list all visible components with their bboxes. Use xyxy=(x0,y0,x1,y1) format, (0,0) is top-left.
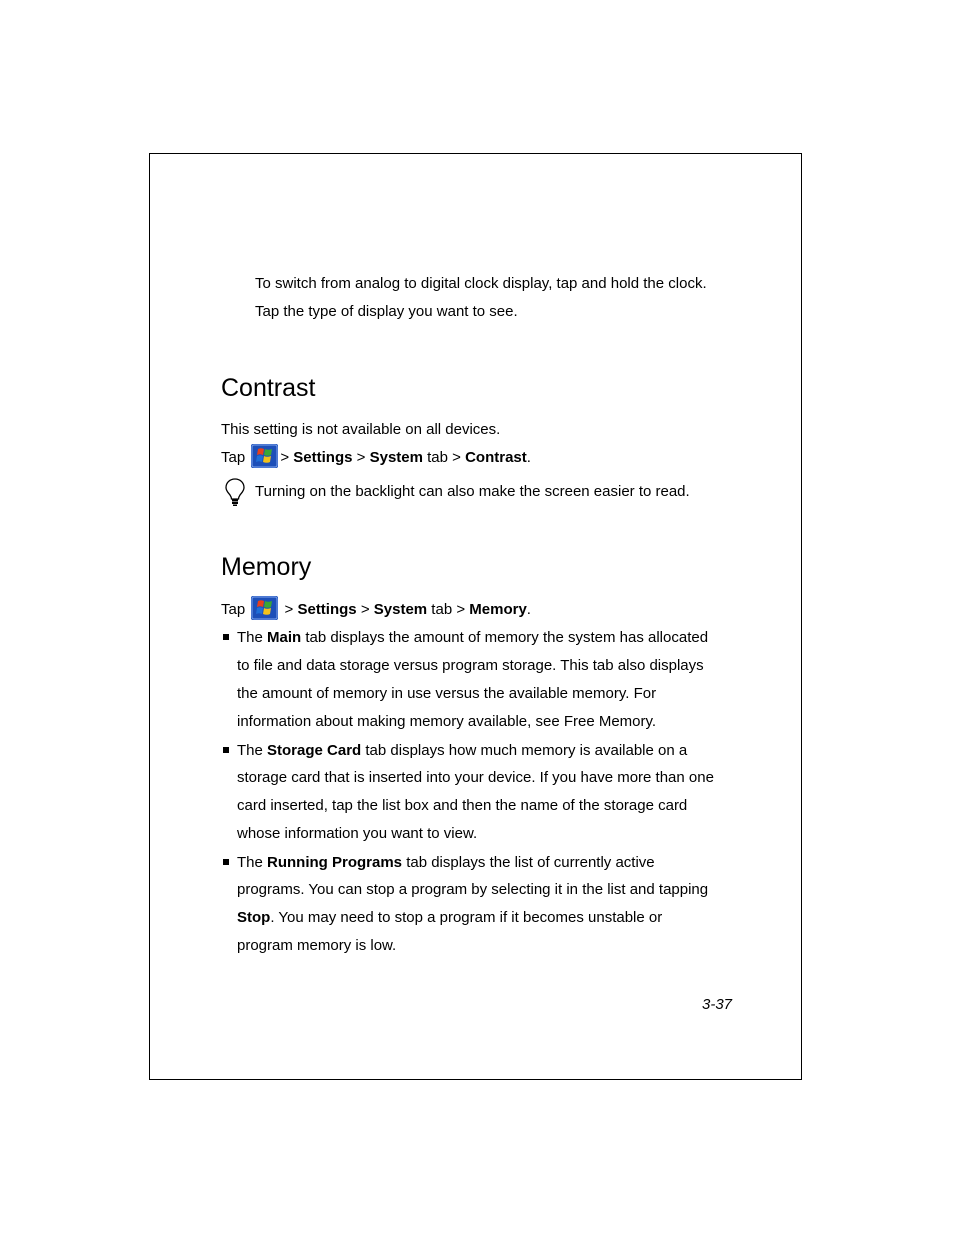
list-item-line: the amount of memory in use versus the available memory. For xyxy=(237,685,657,702)
windows-start-icon xyxy=(251,596,278,620)
page-number: 3-37 xyxy=(702,996,733,1013)
list-item-line: whose information you want to view. xyxy=(237,825,478,842)
list-item-line: storage card that is inserted into your device. If you have more than one xyxy=(237,769,714,786)
tap-label: Tap xyxy=(221,601,246,618)
list-item-line: card inserted, tap the list box and then the name of the storage card xyxy=(237,797,688,814)
contrast-tip: Turning on the backlight can also make the screen easier to read. xyxy=(255,483,690,500)
settings-label: Settings xyxy=(293,449,353,466)
memory-heading: Memory xyxy=(221,553,312,581)
contrast-label: Contrast xyxy=(465,449,527,466)
bullet-marker xyxy=(223,859,229,865)
list-item: The Main tab displays the amount of memory the system has allocated xyxy=(237,629,709,646)
settings-label: Settings xyxy=(297,601,357,618)
list-item-line: to file and data storage versus program storage. This tab also displays xyxy=(237,657,704,674)
intro-line-1: To switch from analog to digital clock display, tap and hold the clock. xyxy=(255,275,707,292)
intro-line-2: Tap the type of display you want to see. xyxy=(255,303,518,320)
list-item: The Running Programs tab displays the list of currently active xyxy=(237,854,655,871)
bullet-marker xyxy=(223,747,229,753)
list-item-line: Stop. You may need to stop a program if it becomes unstable or xyxy=(237,909,663,926)
contrast-heading: Contrast xyxy=(221,374,316,402)
system-label: System xyxy=(369,449,423,466)
contrast-availability: This setting is not available on all devices. xyxy=(221,421,501,438)
list-item-line: programs. You can stop a program by selecting it in the list and tapping xyxy=(237,881,709,898)
system-label: System xyxy=(373,601,428,618)
bullet-marker xyxy=(223,634,229,640)
list-item-line: program memory is low. xyxy=(237,937,397,954)
memory-path: Tap > Settings > System tab > Memory. xyxy=(221,596,531,624)
tap-label: Tap xyxy=(221,449,246,466)
memory-label: Memory xyxy=(469,601,527,618)
windows-start-icon xyxy=(251,444,278,468)
lightbulb-icon xyxy=(223,477,247,507)
contrast-path: Tap > Settings > System tab > Contrast. xyxy=(221,444,531,472)
list-item-line: information about making memory available, see Free Memory. xyxy=(237,713,657,730)
list-item: The Storage Card tab displays how much memory is available on a xyxy=(237,742,688,759)
